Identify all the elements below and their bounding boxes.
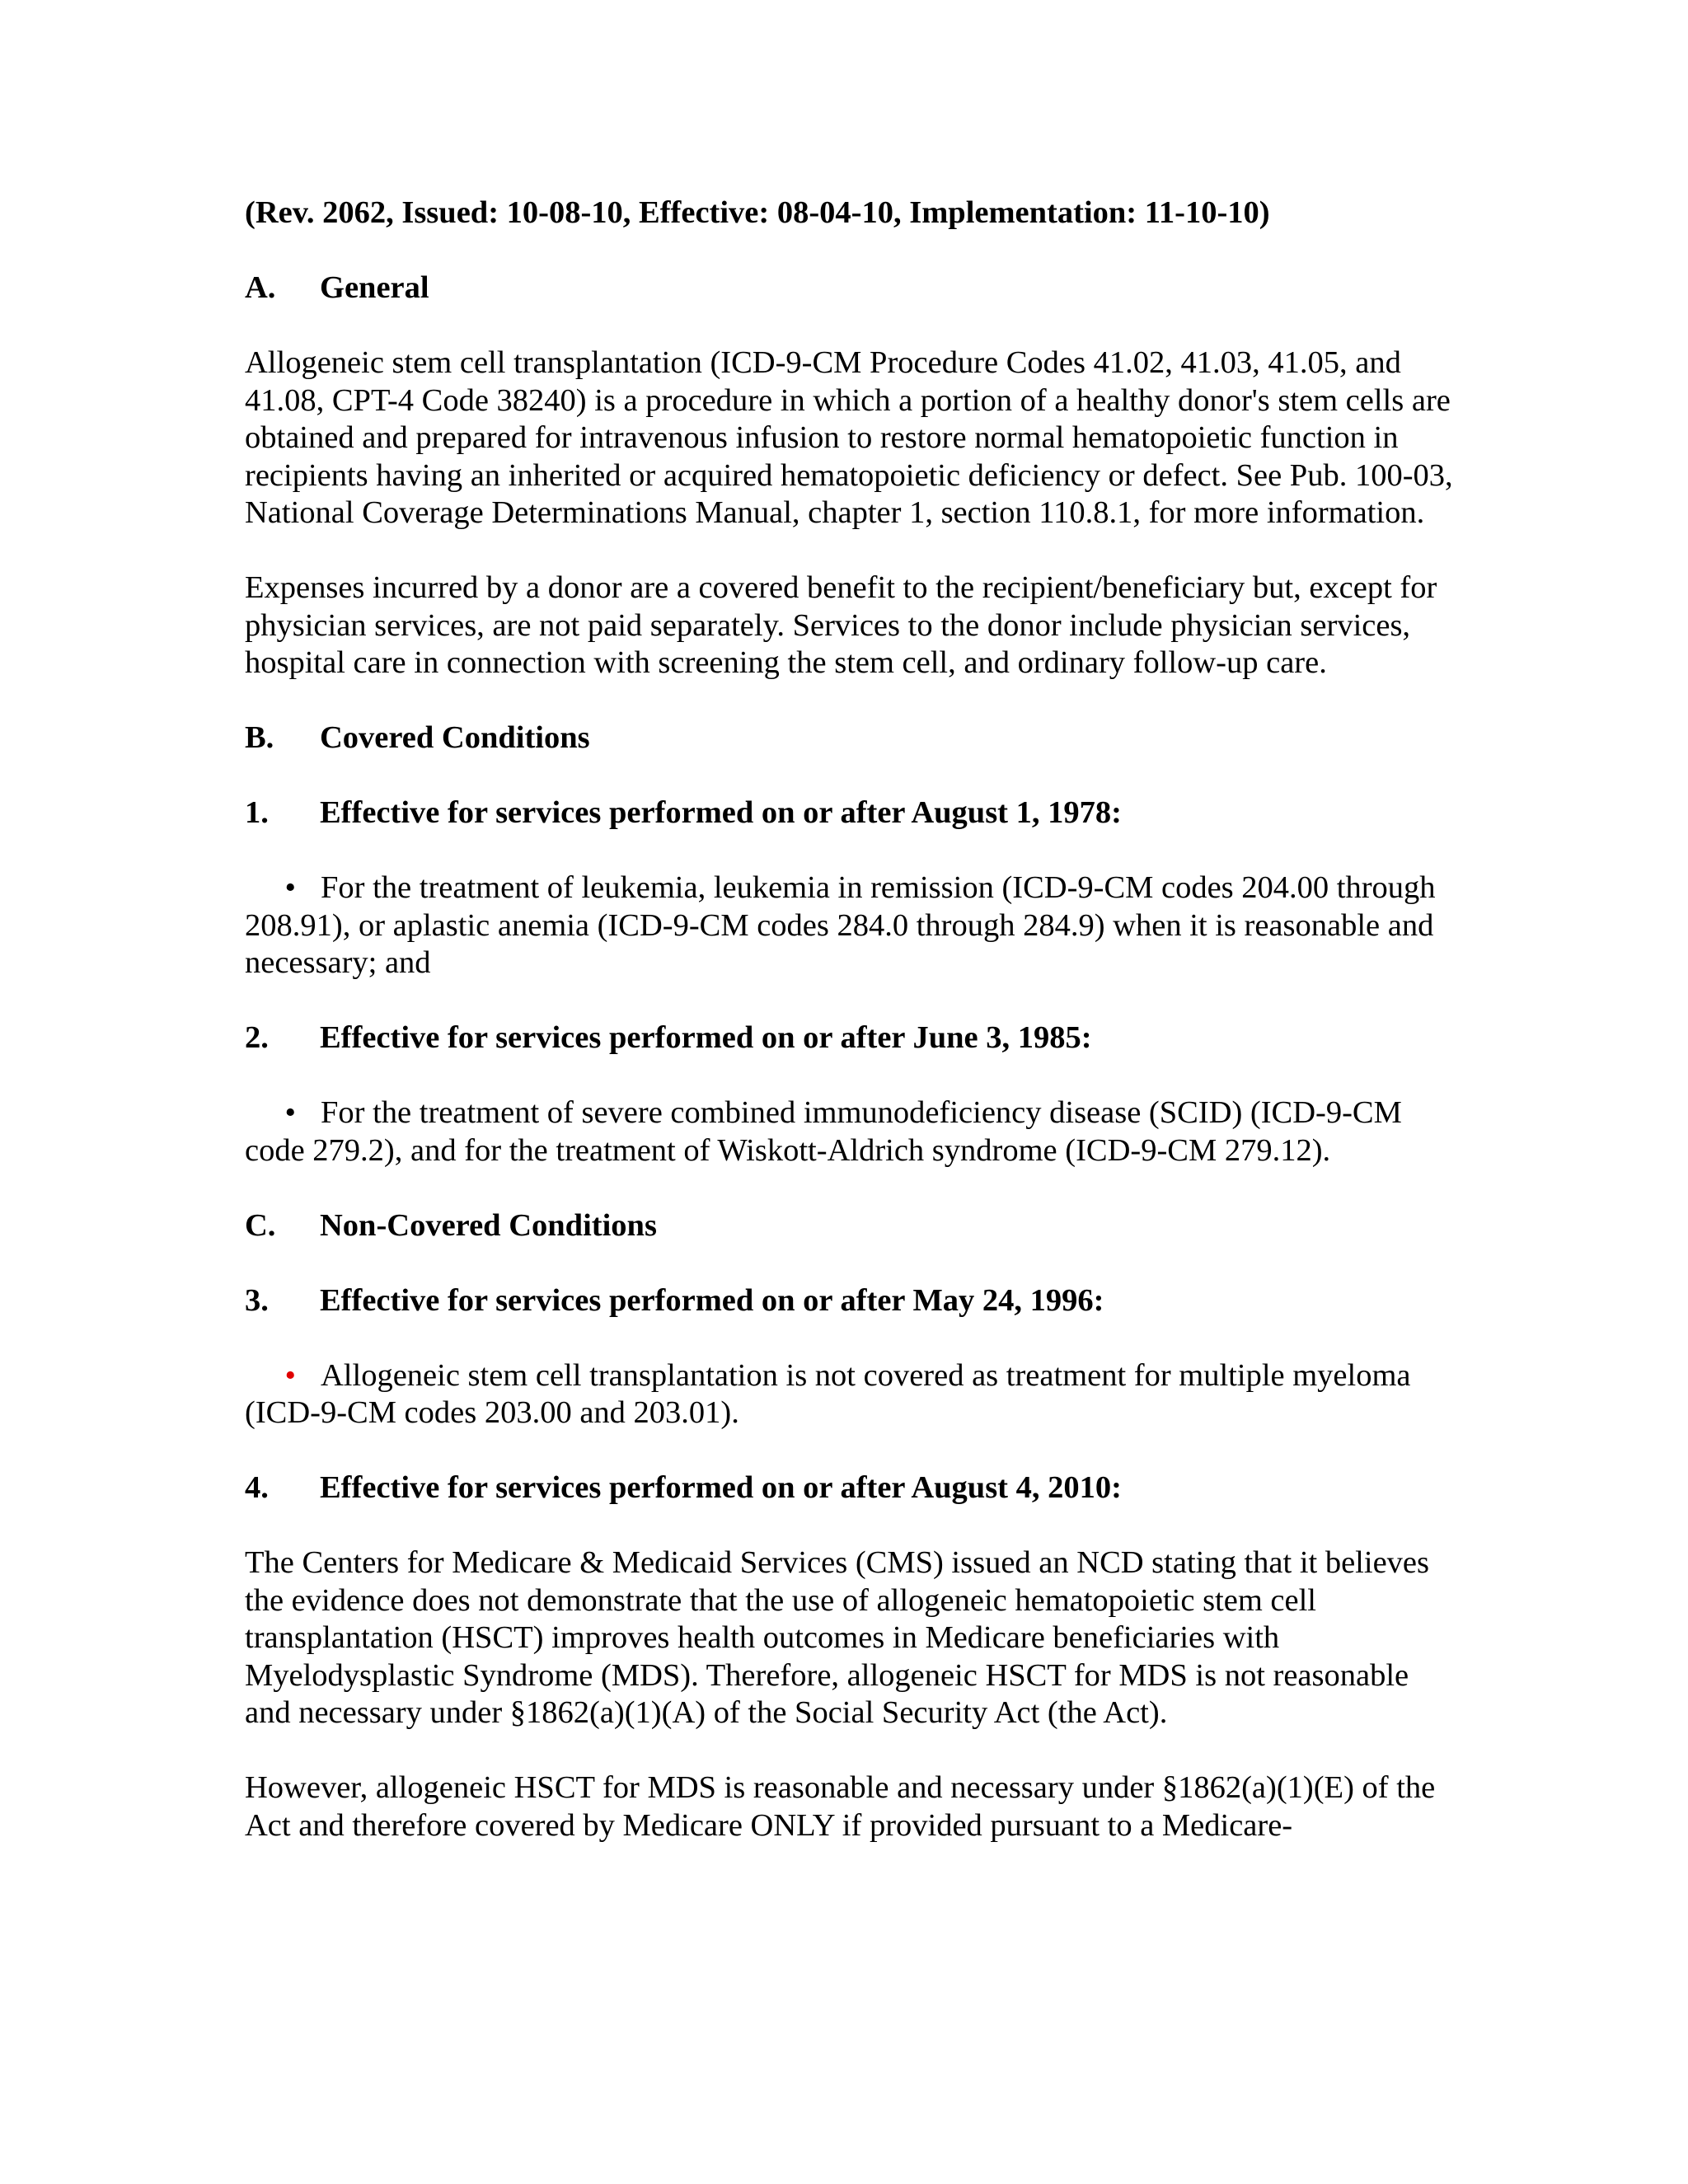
revision-line: (Rev. 2062, Issued: 10-08-10, Effective: 08-04-10, Implementation: 11-10-10) — [245, 195, 1270, 230]
item-3-bullet — [245, 1357, 1456, 1432]
item-4-number: 4. — [245, 1470, 269, 1505]
item-3-bullet-text: Allogeneic stem cell transplantation is not covered as treatment for multiple myeloma (ICD-9-CM codes 203.00 and 203.01). — [245, 1357, 1411, 1430]
section-b-heading — [245, 719, 1456, 757]
section-a-heading — [245, 269, 1456, 307]
item-1-bullet — [245, 869, 1456, 982]
section-a-paragraph-2: Expenses incurred by a donor are a covered benefit to the recipient/beneficiary but, except for physician services, are not paid separately. Services to the donor include physician services, hospital care in connection with screening the stem cell, and ordinary follow-up care. — [245, 570, 1437, 680]
item-3-heading — [245, 1282, 1456, 1320]
item-2-bullet — [245, 1094, 1456, 1169]
item-2-number: 2. — [245, 1020, 269, 1055]
section-b-title: Covered Conditions — [320, 720, 590, 755]
item-2-bullet-text: For the treatment of severe combined immunodeficiency disease (SCID) (ICD-9-CM code 279.2), and for the treatment of Wiskott-Aldrich syndrome (ICD-9-CM 279.12). — [245, 1095, 1402, 1168]
bullet-icon: • — [284, 1095, 296, 1130]
item-4-title: Effective for services performed on or after August 4, 2010: — [320, 1470, 1122, 1505]
item-1-title: Effective for services performed on or after August 1, 1978: — [320, 795, 1122, 830]
item-2-title: Effective for services performed on or after June 3, 1985: — [320, 1020, 1092, 1055]
item-4-heading — [245, 1469, 1456, 1507]
item-2-heading — [245, 1019, 1456, 1057]
section-a-letter: A. — [245, 270, 276, 305]
section-b-letter: B. — [245, 720, 274, 755]
item-4-paragraph-1: The Centers for Medicare & Medicaid Services (CMS) issued an NCD stating that it believes the evidence does not demonstrate that the use of allogeneic hematopoietic stem cell transplantation (HSCT) improves health outcomes in Medicare beneficiaries with Myelodysplastic Syndrome (MDS). Therefore, allogeneic HSCT for MDS is not reasonable and necessary under §1862(a)(1)(A) of the Social Security Act (the Act). — [245, 1545, 1429, 1730]
section-c-title: Non-Covered Conditions — [320, 1207, 657, 1243]
item-1-bullet-text: For the treatment of leukemia, leukemia in remission (ICD-9-CM codes 204.00 through 208.91), or aplastic anemia (ICD-9-CM codes 284.0 through 284.9) when it is reasonable and necessary; and — [245, 870, 1436, 980]
item-3-number: 3. — [245, 1282, 269, 1318]
item-4-paragraph-2: However, allogeneic HSCT for MDS is reasonable and necessary under §1862(a)(1)(E) of the Act and therefore covered by Medicare ONLY if provided pursuant to a Medicare- — [245, 1770, 1436, 1843]
bullet-icon: • — [284, 870, 296, 905]
document-page — [245, 194, 1456, 1844]
item-1-number: 1. — [245, 795, 269, 830]
section-a-paragraph-1: Allogeneic stem cell transplantation (ICD-9-CM Procedure Codes 41.02, 41.03, 41.05, and 41.08, CPT-4 Code 38240) is a procedure in which a portion of a healthy donor's stem cells are obtained and prepared for intravenous infusion to restore normal hematopoietic function in recipients having an inherited or acquired hematopoietic deficiency or defect. See Pub. 100-03, National Coverage Determinations Manual, chapter 1, section 110.8.1, for more information. — [245, 345, 1453, 530]
section-c-letter: C. — [245, 1207, 276, 1243]
section-a-title: General — [320, 270, 429, 305]
section-c-heading — [245, 1207, 1456, 1245]
red-bullet-icon: • — [284, 1357, 296, 1393]
item-1-heading — [245, 794, 1456, 832]
item-3-title: Effective for services performed on or after May 24, 1996: — [320, 1282, 1104, 1318]
